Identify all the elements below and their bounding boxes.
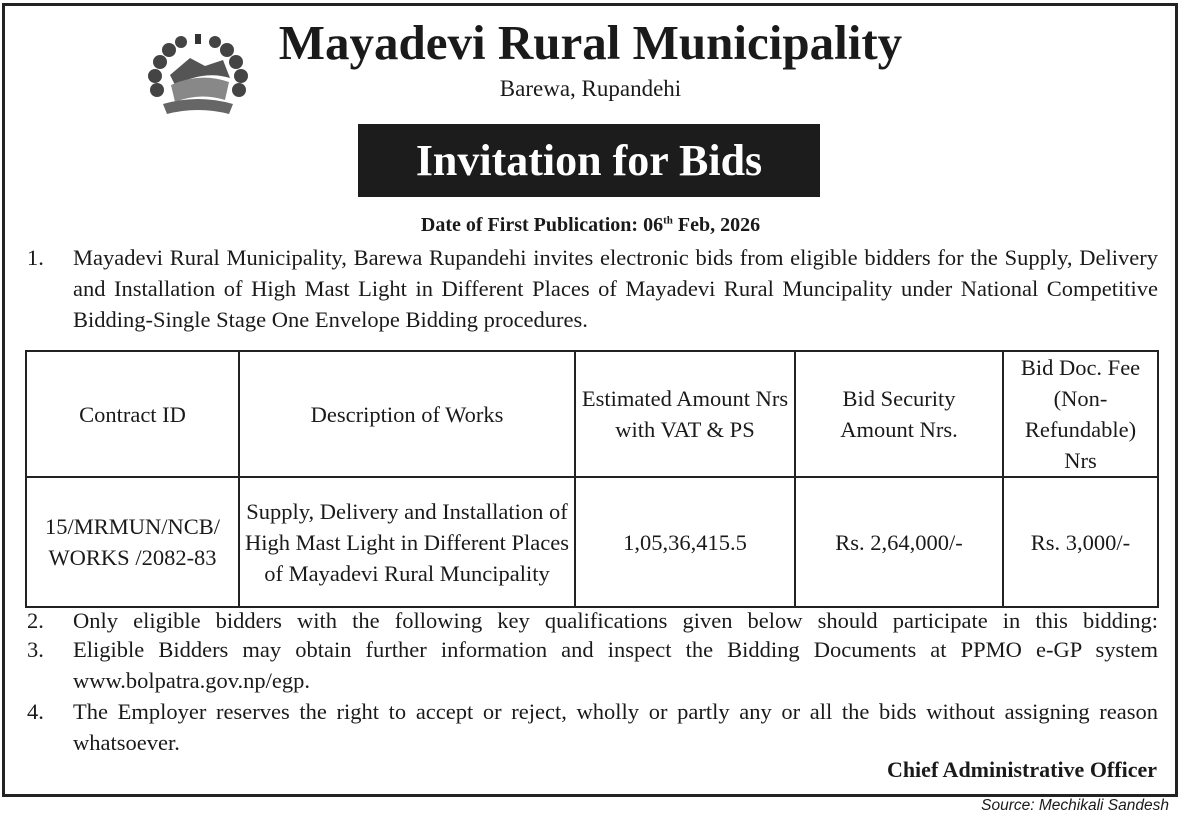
header-estimated-amount: Estimated Amount Nrs with VAT & PS	[575, 351, 795, 477]
clause-1: 1. Mayadevi Rural Municipality, Barewa Rupandehi invites electronic bids from eligible bidders for the Supply, Delivery and Installation of High Mast Light in Different Places of Mayadevi Rural Muncipality under National Competitive Bidding-Single Stage One Envelope Bidding procedures.	[27, 245, 1158, 332]
clause-3: 3. Eligible Bidders may obtain further information and inspect the Bidding Documents at PPMO e-GP system www.bolpatra.gov.np/egp.	[27, 637, 1158, 693]
signature-title: Chief Administrative Officer	[886, 757, 1157, 782]
table-header-row	[26, 351, 1158, 477]
publication-date: Date of First Publication: 06th Feb, 2026	[420, 214, 761, 236]
source-credit: Source: Mechikali Sandesh	[981, 797, 1169, 814]
header-contract-id: Contract ID	[26, 351, 239, 477]
cell-description: Supply, Delivery and Installation of High Mast Light in Different Places of Mayadevi Rural Muncipality	[239, 477, 575, 607]
table-row	[26, 477, 1158, 607]
cell-contract-id: 15/MRMUN/NCB/ WORKS /2082-83	[26, 477, 239, 607]
header-bid-doc-fee: Bid Doc. Fee (Non-Refundable) Nrs	[1003, 351, 1158, 477]
notice-banner: Invitation for Bids	[358, 124, 820, 197]
header-bid-security: Bid Security Amount Nrs.	[795, 351, 1003, 477]
cell-bid-doc-fee: Rs. 3,000/-	[1003, 477, 1158, 607]
clause-4: 4. The Employer reserves the right to accept or reject, wholly or partly any or all the bids without assigning reason whatsoever.	[27, 699, 1158, 755]
cell-estimated-amount: 1,05,36,415.5	[575, 477, 795, 607]
clause-2: 2. Only eligible bidders with the following key qualifications given below should participate in this bidding:	[27, 608, 1158, 633]
municipality-address: Barewa, Rupandehi	[499, 76, 682, 101]
cell-bid-security: Rs. 2,64,000/-	[795, 477, 1003, 607]
municipality-title: Mayadevi Rural Municipality	[278, 15, 903, 70]
header-description: Description of Works	[239, 351, 575, 477]
bid-table	[25, 350, 1159, 608]
